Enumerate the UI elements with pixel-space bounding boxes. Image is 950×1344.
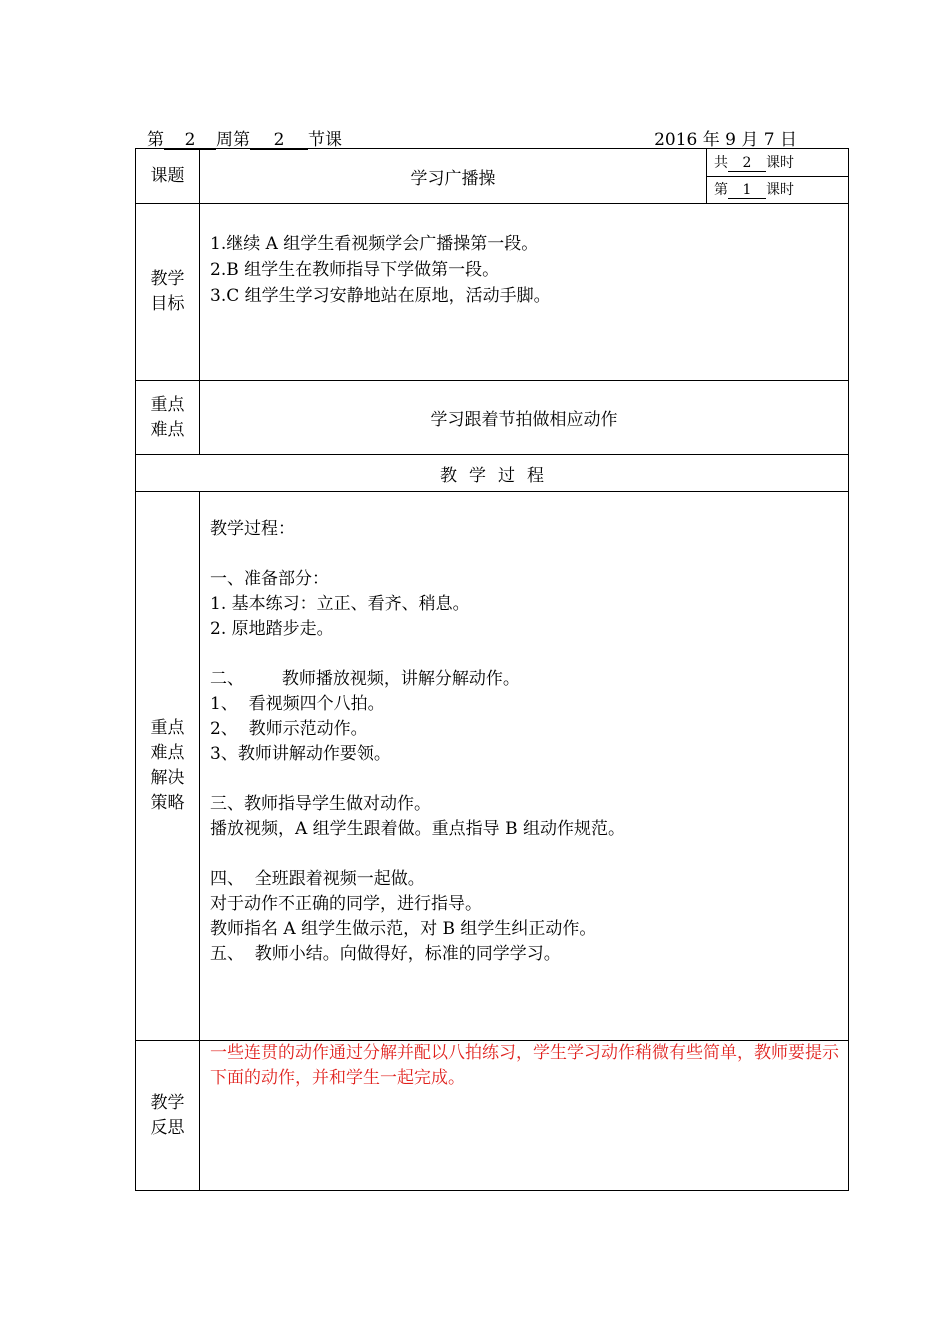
key-points-label-line: 难点 [150, 419, 185, 440]
process-line: 三、教师指导学生做对动作。 [210, 794, 431, 814]
strategy-label-line: 难点 [150, 743, 185, 763]
current-prefix: 第 [714, 182, 728, 198]
process-title: 教学过程 [136, 455, 849, 492]
goal-item: 3.C 组学生学习安静地站在原地，活动手脚。 [210, 286, 551, 306]
strategy-label-line: 策略 [150, 793, 185, 813]
process-line: 1. 基本练习：立正、看齐、稍息。 [210, 594, 470, 614]
process-line: 四、 全班跟着视频一起做。 [210, 869, 425, 889]
total-hours [707, 150, 848, 176]
topic-value: 学习广播操 [200, 149, 707, 204]
lesson-number: 2 [250, 131, 308, 150]
total-prefix: 共 [714, 155, 728, 171]
process-line: 一、准备部分： [210, 569, 329, 589]
lesson-suffix: 节课 [308, 130, 342, 150]
lesson-date: 2016 年 9 月 7 日 [654, 130, 797, 150]
process-line [210, 642, 848, 667]
goals-row [136, 204, 849, 381]
strategy-row [136, 492, 849, 1041]
class-hours-cell [707, 149, 849, 204]
process-line: 1、 看视频四个八拍。 [210, 694, 385, 714]
strategy-label-line: 解决 [150, 768, 185, 788]
process-line [210, 767, 848, 792]
process-line: 二、 教师播放视频，讲解分解动作。 [210, 669, 520, 689]
key-points-label-line: 重点 [150, 394, 185, 415]
goal-item: 2.B 组学生在教师指导下学做第一段。 [210, 260, 500, 280]
process-line: 对于动作不正确的同学，进行指导。 [210, 894, 482, 914]
goal-item: 1.继续 A 组学生看视频学会广播操第一段。 [210, 234, 539, 254]
week-lesson-info [147, 125, 342, 150]
process-line: 2、 教师示范动作。 [210, 719, 368, 739]
current-hour [707, 176, 848, 202]
key-points-value: 学习跟着节拍做相应动作 [200, 381, 849, 455]
total-suffix: 课时 [766, 155, 794, 171]
process-line: 教师指名 A 组学生做示范，对 B 组学生纠正动作。 [210, 919, 597, 939]
goals-content [200, 204, 849, 381]
lesson-header [147, 125, 797, 150]
week-mid: 周第 [216, 130, 250, 150]
process-line: 3、教师讲解动作要领。 [210, 744, 391, 764]
lesson-plan-table [135, 148, 849, 1191]
topic-label: 课题 [136, 149, 200, 204]
strategy-content [200, 492, 849, 1041]
week-prefix: 第 [147, 130, 164, 150]
reflection-text: 一些连贯的动作通过分解并配以八拍练习，学生学习动作稍微有些简单，教师要提示下面的动作，并和学生一起完成。 [200, 1041, 849, 1191]
process-line [210, 542, 848, 567]
week-number: 2 [164, 131, 216, 150]
process-line: 播放视频，A 组学生跟着做。重点指导 B 组动作规范。 [210, 819, 625, 839]
process-line [210, 842, 848, 867]
key-points-row [136, 381, 849, 455]
strategy-label-line: 重点 [150, 718, 185, 738]
current-suffix: 课时 [766, 182, 794, 198]
reflection-label-line: 反思 [150, 1117, 185, 1138]
goals-label-line: 教学 [150, 269, 185, 289]
reflection-row [136, 1041, 849, 1191]
process-line: 2. 原地踏步走。 [210, 619, 334, 639]
process-title-row [136, 455, 849, 492]
process-line: 五、 教师小结。向做得好，标准的同学学习。 [210, 944, 561, 964]
total-value: 2 [728, 155, 766, 172]
reflection-label [136, 1041, 200, 1191]
strategy-label [136, 492, 200, 1041]
current-value: 1 [728, 182, 766, 199]
goals-label-line: 目标 [150, 294, 185, 314]
reflection-label-line: 教学 [150, 1092, 185, 1113]
goals-label [136, 204, 200, 381]
process-line: 教学过程： [210, 519, 295, 539]
key-points-label [136, 381, 200, 455]
topic-row [136, 149, 849, 204]
